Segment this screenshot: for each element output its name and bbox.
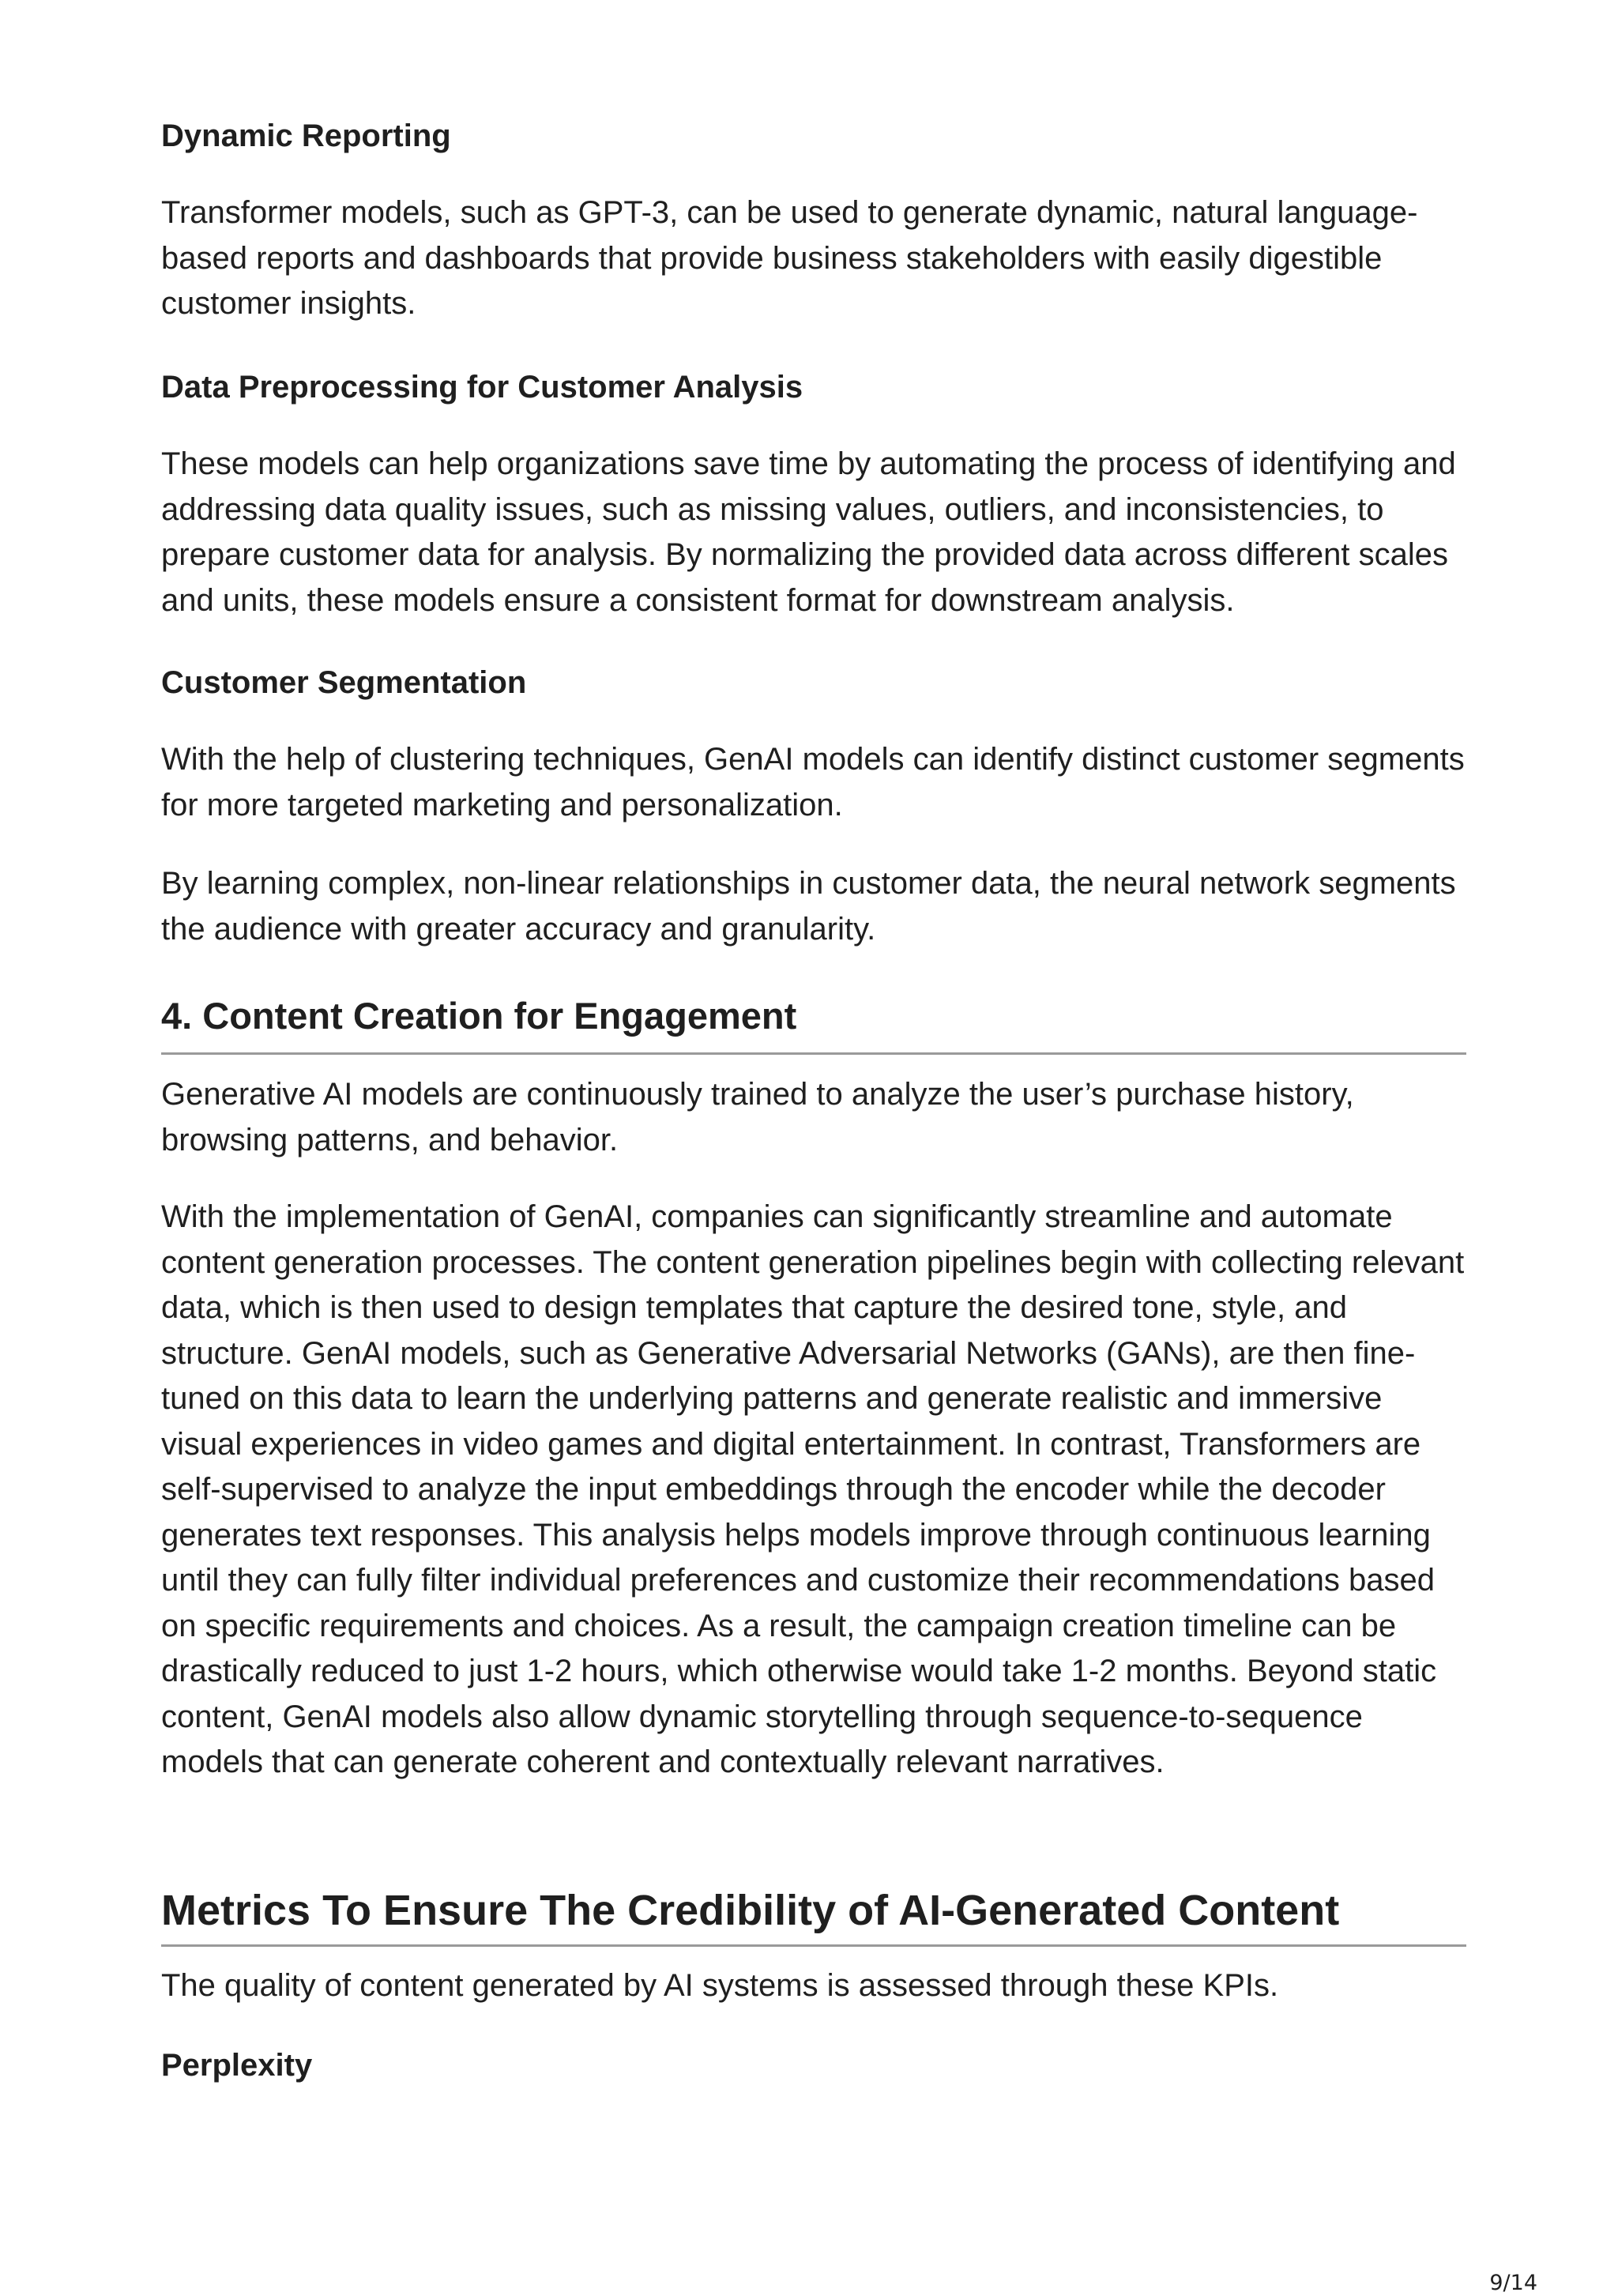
content-creation-paragraph-2: With the implementation of GenAI, companies can significantly streamline and automate content generation processes. The content generation pipelines begin with collecting relevant data, which is then used to design templates that capture the desired tone, style, and structure. GenAI models, such as Generative Adversarial Networks (GANs), are then fine-tuned on this data to learn the underlying patterns and generate realistic and immersive visual experiences in video games and digital entertainment. In contrast, Transformers are self-supervised to analyze the input embeddings through the encoder while the decoder generates text responses. This analysis helps models improve through continuous learning until they can fully filter individual preferences and customize their recommendations based on specific requirements and choices. As a result, the campaign creation timeline can be drastically reduced to just 1-2 hours, which otherwise would take 1-2 months. Beyond static content, GenAI models also allow dynamic storytelling through sequence-to-sequence models that can generate coherent and contextually relevant narratives.: [161, 1199, 1465, 1779]
customer-segmentation-heading: Customer Segmentation: [161, 665, 527, 700]
data-preprocessing-paragraph: These models can help organizations save time by automating the process of identifying and addressing data quality issues, such as missing values, outliers, and inconsistencies, to prepare customer data for analysis. By normalizing the provided data across different scales and units, these models ensure a consistent format for downstream analysis.: [161, 446, 1456, 618]
page-number: 9/14: [1489, 2271, 1537, 2295]
data-preprocessing-heading: Data Preprocessing for Customer Analysis: [161, 370, 803, 405]
metrics-heading: Metrics To Ensure The Credibility of AI-Generated Content: [161, 1887, 1340, 1934]
content-creation-paragraph-1: Generative AI models are continuously trained to analyze the user’s purchase history, browsing patterns, and behavior.: [161, 1077, 1354, 1157]
content-creation-heading: 4. Content Creation for Engagement: [161, 995, 797, 1037]
dynamic-reporting-heading: Dynamic Reporting: [161, 119, 451, 153]
customer-segmentation-paragraph-2: By learning complex, non-linear relationships in customer data, the neural network segments the audience with greater accuracy and granularity.: [161, 866, 1456, 947]
customer-segmentation-paragraph-1: With the help of clustering techniques, GenAI models can identify distinct customer segments for more targeted marketing and personalization.: [161, 742, 1465, 822]
metrics-heading-rule: [161, 1944, 1466, 1947]
content-creation-heading-rule: [161, 1052, 1466, 1055]
dynamic-reporting-paragraph: Transformer models, such as GPT-3, can be used to generate dynamic, natural language-based reports and dashboards that provide business stakeholders with easily digestible customer insights.: [161, 195, 1418, 321]
metrics-paragraph: The quality of content generated by AI systems is assessed through these KPIs.: [161, 1968, 1279, 2003]
perplexity-heading: Perplexity: [161, 2048, 313, 2083]
